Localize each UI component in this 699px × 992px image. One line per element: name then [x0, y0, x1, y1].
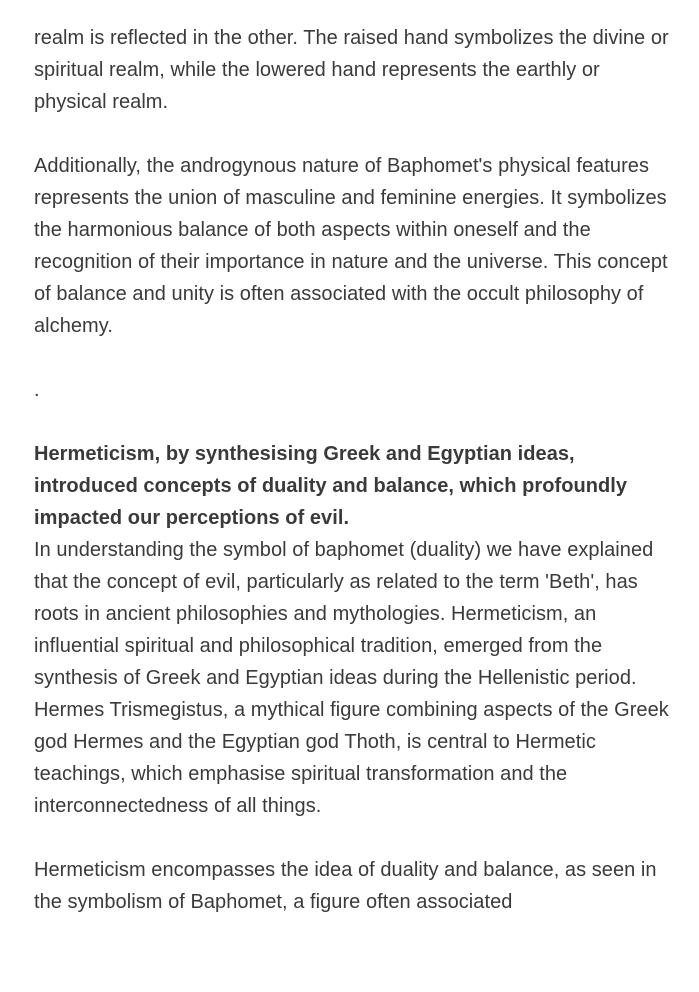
paragraph-gap: [34, 342, 670, 374]
paragraph-androgynous: Additionally, the androgynous nature of Baphomet's physical features represents the union of masculine and feminine energies. It symbolizes the harmonious balance of both aspects within oneself and the recognition of their importance in nature and the universe. This concept of balance and unity is often associated with the occult philosophy of alchemy.: [34, 155, 668, 337]
paragraph-gap: [34, 406, 670, 438]
paragraph-duality: Hermeticism encompasses the idea of duality and balance, as seen in the symbolism of Baphomet, a figure often associated: [34, 859, 657, 913]
section-heading: Hermeticism, by synthesising Greek and Egyptian ideas, introduced concepts of duality and balance, which profoundly impacted our perceptions of evil.: [34, 443, 628, 529]
document-body: [34, 22, 670, 918]
paragraph-gap: [34, 118, 670, 150]
separator-dot: .: [34, 379, 40, 401]
paragraph-gap: [34, 822, 670, 854]
paragraph-realm: realm is reflected in the other. The raised hand symbolizes the divine or spiritual realm, while the lowered hand represents the earthly or physical realm.: [34, 27, 669, 113]
paragraph-hermeticism-intro: In understanding the symbol of baphomet (duality) we have explained that the concept of evil, particularly as related to the term 'Beth', has roots in ancient philosophies and mythologies. Hermeticism, an influential spiritual and philosophical tradition, emerged from the synthesis of Greek and Egyptian ideas during the Hellenistic period. Hermes Trismegistus, a mythical figure combining aspects of the Greek god Hermes and the Egyptian god Thoth, is central to Hermetic teachings, which emphasise spiritual transformation and the interconnectedness of all things.: [34, 539, 669, 817]
